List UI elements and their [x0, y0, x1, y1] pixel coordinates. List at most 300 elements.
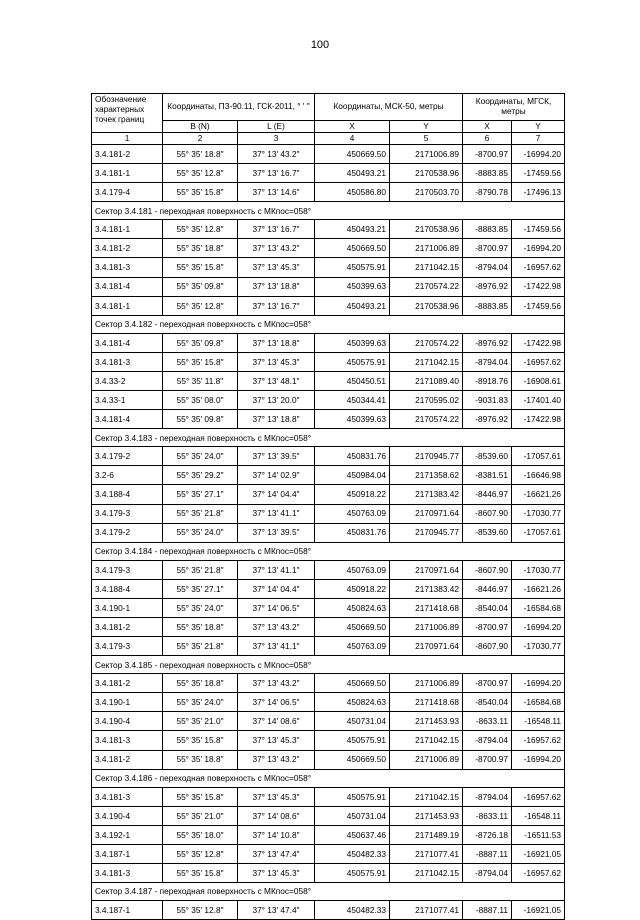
msk-y-cell: 2171042.15 [390, 352, 463, 371]
mgsk-y-cell: -17422.98 [512, 410, 565, 429]
msk-x-cell: 450731.04 [315, 806, 390, 825]
latitude-cell: 55° 35' 09.8" [163, 333, 238, 352]
mgsk-x-cell: -8883.85 [463, 220, 512, 239]
longitude-cell: 37° 13' 43.2" [238, 674, 315, 693]
msk-y-cell: 2170574.22 [390, 277, 463, 296]
mgsk-x-cell: -8539.60 [463, 447, 512, 466]
mgsk-y-cell: -16548.11 [512, 806, 565, 825]
section-title: Сектор 3.4.184 - переходная поверхность с МКпос=058° [92, 542, 565, 560]
point-id-cell: 3.4.181-1 [92, 220, 163, 239]
msk-y-cell: 2170503.70 [390, 183, 463, 202]
mgsk-x-cell: -8700.97 [463, 617, 512, 636]
mgsk-y-cell: -16511.53 [512, 825, 565, 844]
msk-x-cell: 450344.41 [315, 391, 390, 410]
mgsk-y-cell: -16994.20 [512, 674, 565, 693]
latitude-cell: 55° 35' 12.8" [163, 901, 238, 920]
msk-y-cell: 2171453.93 [390, 712, 463, 731]
mgsk-x-cell: -8446.97 [463, 485, 512, 504]
mgsk-y-cell: -16621.26 [512, 579, 565, 598]
mgsk-x-cell: -8633.11 [463, 712, 512, 731]
header-num: 3 [238, 133, 315, 145]
latitude-cell: 55° 35' 29.2" [163, 466, 238, 485]
mgsk-x-cell: -8700.97 [463, 145, 512, 164]
mgsk-y-cell: -16621.26 [512, 485, 565, 504]
table-row [92, 352, 565, 371]
header-sub-y-mgsk: Y [512, 121, 565, 133]
latitude-cell: 55° 35' 24.0" [163, 598, 238, 617]
table-row [92, 712, 565, 731]
header-num: 6 [463, 133, 512, 145]
header-pz90-group: Координаты, ПЗ-90.11, ГСК-2011, ° ' " [163, 94, 315, 121]
longitude-cell: 37° 14' 04.4" [238, 485, 315, 504]
page-number: 100 [310, 39, 330, 51]
header-mgsk-group: Координаты, МГСК, метры [463, 94, 565, 121]
mgsk-x-cell: -8540.04 [463, 598, 512, 617]
latitude-cell: 55° 35' 24.0" [163, 693, 238, 712]
msk-x-cell: 450918.22 [315, 579, 390, 598]
longitude-cell: 37° 14' 10.8" [238, 825, 315, 844]
table-row [92, 787, 565, 806]
msk-y-cell: 2171006.89 [390, 674, 463, 693]
point-id-cell: 3.4.181-3 [92, 731, 163, 750]
mgsk-y-cell: -17057.61 [512, 523, 565, 542]
table-row [92, 806, 565, 825]
point-id-cell: 3.4.190-1 [92, 598, 163, 617]
point-id-cell: 3.4.181-3 [92, 352, 163, 371]
msk-y-cell: 2171383.42 [390, 485, 463, 504]
mgsk-x-cell: -8700.97 [463, 750, 512, 769]
table-row [92, 560, 565, 579]
mgsk-y-cell: -17459.56 [512, 220, 565, 239]
section-title: Сектор 3.4.185 - переходная поверхность с МКпос=058° [92, 656, 565, 674]
point-id-cell: 3.2-6 [92, 466, 163, 485]
msk-y-cell: 2171042.15 [390, 731, 463, 750]
latitude-cell: 55° 35' 15.8" [163, 183, 238, 202]
latitude-cell: 55° 35' 18.8" [163, 617, 238, 636]
msk-x-cell: 450669.50 [315, 617, 390, 636]
msk-y-cell: 2171089.40 [390, 371, 463, 390]
mgsk-y-cell: -16957.62 [512, 864, 565, 883]
mgsk-y-cell: -16548.11 [512, 712, 565, 731]
latitude-cell: 55° 35' 27.1" [163, 485, 238, 504]
mgsk-y-cell: -17030.77 [512, 637, 565, 656]
table-row [92, 637, 565, 656]
point-id-cell: 3.4.181-4 [92, 333, 163, 352]
header-number-row [92, 133, 565, 145]
latitude-cell: 55° 35' 18.8" [163, 674, 238, 693]
mgsk-y-cell: -17030.77 [512, 504, 565, 523]
table-row [92, 277, 565, 296]
point-id-cell: 3.4.179-3 [92, 637, 163, 656]
point-id-cell: 3.4.187-1 [92, 901, 163, 920]
table-row [92, 410, 565, 429]
table-row [92, 371, 565, 390]
table-row [92, 825, 565, 844]
latitude-cell: 55° 35' 21.8" [163, 560, 238, 579]
longitude-cell: 37° 13' 43.2" [238, 145, 315, 164]
msk-y-cell: 2171358.62 [390, 466, 463, 485]
point-id-cell: 3.4.181-3 [92, 258, 163, 277]
msk-y-cell: 2170945.77 [390, 523, 463, 542]
header-row [92, 94, 565, 121]
longitude-cell: 37° 13' 16.7" [238, 296, 315, 315]
table-row [92, 864, 565, 883]
msk-y-cell: 2170574.22 [390, 333, 463, 352]
longitude-cell: 37° 14' 04.4" [238, 579, 315, 598]
longitude-cell: 37° 13' 18.8" [238, 333, 315, 352]
header-num: 4 [315, 133, 390, 145]
section-title: Сектор 3.4.187 - переходная поверхность с МКпос=058° [92, 883, 565, 901]
table-row [92, 391, 565, 410]
msk-x-cell: 450493.21 [315, 164, 390, 183]
mgsk-y-cell: -17496.13 [512, 183, 565, 202]
longitude-cell: 37° 13' 45.3" [238, 258, 315, 277]
section-header-row [92, 542, 565, 560]
latitude-cell: 55° 35' 24.0" [163, 447, 238, 466]
point-id-cell: 3.4.188-4 [92, 579, 163, 598]
latitude-cell: 55° 35' 24.0" [163, 523, 238, 542]
longitude-cell: 37° 13' 48.1" [238, 371, 315, 390]
longitude-cell: 37° 13' 18.8" [238, 410, 315, 429]
mgsk-x-cell: -8700.97 [463, 674, 512, 693]
point-id-cell: 3.4.190-4 [92, 806, 163, 825]
msk-x-cell: 450763.09 [315, 560, 390, 579]
longitude-cell: 37° 13' 45.3" [238, 787, 315, 806]
mgsk-x-cell: -8883.85 [463, 164, 512, 183]
table-row [92, 485, 565, 504]
msk-x-cell: 450493.21 [315, 220, 390, 239]
msk-y-cell: 2170595.02 [390, 391, 463, 410]
longitude-cell: 37° 14' 02.9" [238, 466, 315, 485]
latitude-cell: 55° 35' 12.8" [163, 164, 238, 183]
section-header-row [92, 883, 565, 901]
msk-x-cell: 450575.91 [315, 787, 390, 806]
latitude-cell: 55° 35' 21.0" [163, 712, 238, 731]
mgsk-x-cell: -8794.04 [463, 864, 512, 883]
msk-y-cell: 2171042.15 [390, 864, 463, 883]
msk-x-cell: 450763.09 [315, 637, 390, 656]
msk-y-cell: 2171006.89 [390, 239, 463, 258]
table-row [92, 145, 565, 164]
longitude-cell: 37° 13' 14.6" [238, 183, 315, 202]
msk-x-cell: 450731.04 [315, 712, 390, 731]
table-row [92, 844, 565, 863]
header-sub-y-msk: Y [390, 121, 463, 133]
header-num: 2 [163, 133, 238, 145]
header-msk50-group: Координаты, МСК-50, метры [315, 94, 463, 121]
table-row [92, 598, 565, 617]
table-row [92, 239, 565, 258]
point-id-cell: 3.4.179-2 [92, 447, 163, 466]
mgsk-y-cell: -16957.62 [512, 731, 565, 750]
mgsk-y-cell: -16646.98 [512, 466, 565, 485]
msk-x-cell: 450586.80 [315, 183, 390, 202]
mgsk-y-cell: -16994.20 [512, 617, 565, 636]
longitude-cell: 37° 13' 43.2" [238, 750, 315, 769]
header-subrow [92, 121, 565, 133]
msk-x-cell: 450482.33 [315, 844, 390, 863]
mgsk-y-cell: -17459.56 [512, 164, 565, 183]
longitude-cell: 37° 13' 18.8" [238, 277, 315, 296]
mgsk-x-cell: -8794.04 [463, 352, 512, 371]
point-id-cell: 3.4.187-1 [92, 844, 163, 863]
mgsk-y-cell: -16957.62 [512, 352, 565, 371]
table-row [92, 296, 565, 315]
msk-y-cell: 2171418.68 [390, 598, 463, 617]
table-row [92, 183, 565, 202]
msk-x-cell: 450831.76 [315, 523, 390, 542]
msk-y-cell: 2170945.77 [390, 447, 463, 466]
table-row [92, 579, 565, 598]
mgsk-y-cell: -17459.56 [512, 296, 565, 315]
msk-x-cell: 450669.50 [315, 239, 390, 258]
mgsk-y-cell: -17401.40 [512, 391, 565, 410]
table-row [92, 693, 565, 712]
mgsk-x-cell: -8976.92 [463, 410, 512, 429]
mgsk-x-cell: -8539.60 [463, 523, 512, 542]
longitude-cell: 37° 13' 41.1" [238, 504, 315, 523]
longitude-cell: 37° 13' 39.5" [238, 447, 315, 466]
point-id-cell: 3.4.181-3 [92, 787, 163, 806]
section-header-row [92, 429, 565, 447]
msk-x-cell: 450831.76 [315, 447, 390, 466]
msk-y-cell: 2171042.15 [390, 787, 463, 806]
point-id-cell: 3.4.190-4 [92, 712, 163, 731]
latitude-cell: 55° 35' 15.8" [163, 731, 238, 750]
latitude-cell: 55° 35' 18.8" [163, 239, 238, 258]
point-id-cell: 3.4.181-4 [92, 410, 163, 429]
longitude-cell: 37° 14' 06.5" [238, 693, 315, 712]
msk-x-cell: 450575.91 [315, 352, 390, 371]
mgsk-y-cell: -16994.20 [512, 750, 565, 769]
mgsk-y-cell: -16584.68 [512, 598, 565, 617]
table-row [92, 504, 565, 523]
longitude-cell: 37° 13' 20.0" [238, 391, 315, 410]
point-id-cell: 3.4.181-2 [92, 145, 163, 164]
latitude-cell: 55° 35' 27.1" [163, 579, 238, 598]
point-id-cell: 3.4.33-2 [92, 371, 163, 390]
longitude-cell: 37° 13' 16.7" [238, 220, 315, 239]
longitude-cell: 37° 13' 39.5" [238, 523, 315, 542]
header-sub-x-mgsk: X [463, 121, 512, 133]
longitude-cell: 37° 13' 43.2" [238, 617, 315, 636]
point-id-cell: 3.4.181-1 [92, 164, 163, 183]
msk-x-cell: 450575.91 [315, 864, 390, 883]
point-id-cell: 3.4.192-1 [92, 825, 163, 844]
msk-y-cell: 2170538.96 [390, 164, 463, 183]
msk-y-cell: 2171077.41 [390, 844, 463, 863]
mgsk-x-cell: -8607.90 [463, 504, 512, 523]
mgsk-y-cell: -16908.61 [512, 371, 565, 390]
msk-y-cell: 2170971.64 [390, 560, 463, 579]
longitude-cell: 37° 13' 45.3" [238, 352, 315, 371]
mgsk-y-cell: -17057.61 [512, 447, 565, 466]
latitude-cell: 55° 35' 12.8" [163, 844, 238, 863]
msk-y-cell: 2171489.19 [390, 825, 463, 844]
longitude-cell: 37° 13' 47.4" [238, 844, 315, 863]
header-sub-b: B (N) [163, 121, 238, 133]
table-row [92, 617, 565, 636]
latitude-cell: 55° 35' 21.8" [163, 504, 238, 523]
latitude-cell: 55° 35' 18.0" [163, 825, 238, 844]
mgsk-x-cell: -8794.04 [463, 731, 512, 750]
table-row [92, 258, 565, 277]
msk-x-cell: 450482.33 [315, 901, 390, 920]
latitude-cell: 55° 35' 21.8" [163, 637, 238, 656]
mgsk-x-cell: -8790.78 [463, 183, 512, 202]
mgsk-y-cell: -16584.68 [512, 693, 565, 712]
latitude-cell: 55° 35' 09.8" [163, 277, 238, 296]
msk-x-cell: 450575.91 [315, 258, 390, 277]
latitude-cell: 55° 35' 15.8" [163, 864, 238, 883]
section-title: Сектор 3.4.183 - переходная поверхность с МКпос=058° [92, 429, 565, 447]
mgsk-x-cell: -8976.92 [463, 333, 512, 352]
mgsk-y-cell: -17030.77 [512, 560, 565, 579]
section-title: Сектор 3.4.182 - переходная поверхность с МКпос=058° [92, 315, 565, 333]
mgsk-x-cell: -8381.51 [463, 466, 512, 485]
mgsk-y-cell: -16994.20 [512, 239, 565, 258]
point-id-cell: 3.4.181-3 [92, 864, 163, 883]
header-num: 7 [512, 133, 565, 145]
point-id-cell: 3.4.181-4 [92, 277, 163, 296]
latitude-cell: 55° 35' 18.8" [163, 750, 238, 769]
longitude-cell: 37° 13' 16.7" [238, 164, 315, 183]
latitude-cell: 55° 35' 11.8" [163, 371, 238, 390]
mgsk-x-cell: -8607.90 [463, 637, 512, 656]
msk-y-cell: 2171383.42 [390, 579, 463, 598]
mgsk-x-cell: -8887.11 [463, 901, 512, 920]
point-id-cell: 3.4.188-4 [92, 485, 163, 504]
msk-y-cell: 2170971.64 [390, 637, 463, 656]
table-row [92, 731, 565, 750]
header-num: 1 [92, 133, 163, 145]
section-title: Сектор 3.4.181 - переходная поверхность с МКпос=058° [92, 202, 565, 220]
table-row [92, 333, 565, 352]
longitude-cell: 37° 13' 43.2" [238, 239, 315, 258]
mgsk-x-cell: -8607.90 [463, 560, 512, 579]
latitude-cell: 55° 35' 15.8" [163, 787, 238, 806]
msk-x-cell: 450918.22 [315, 485, 390, 504]
mgsk-y-cell: -17422.98 [512, 333, 565, 352]
mgsk-x-cell: -8976.92 [463, 277, 512, 296]
header-sub-l: L (E) [238, 121, 315, 133]
header-num: 5 [390, 133, 463, 145]
latitude-cell: 55° 35' 15.8" [163, 352, 238, 371]
mgsk-x-cell: -8446.97 [463, 579, 512, 598]
msk-x-cell: 450824.63 [315, 693, 390, 712]
longitude-cell: 37° 13' 41.1" [238, 637, 315, 656]
table-row [92, 523, 565, 542]
point-id-cell: 3.4.190-1 [92, 693, 163, 712]
longitude-cell: 37° 14' 08.6" [238, 712, 315, 731]
mgsk-y-cell: -16957.62 [512, 258, 565, 277]
msk-y-cell: 2171453.93 [390, 806, 463, 825]
msk-y-cell: 2170971.64 [390, 504, 463, 523]
msk-y-cell: 2170574.22 [390, 410, 463, 429]
point-id-cell: 3.4.181-2 [92, 239, 163, 258]
msk-x-cell: 450669.50 [315, 674, 390, 693]
msk-y-cell: 2171006.89 [390, 145, 463, 164]
table-row [92, 674, 565, 693]
section-header-row [92, 656, 565, 674]
longitude-cell: 37° 13' 47.4" [238, 901, 315, 920]
header-sub-x-msk: X [315, 121, 390, 133]
mgsk-x-cell: -8700.97 [463, 239, 512, 258]
msk-y-cell: 2171418.68 [390, 693, 463, 712]
latitude-cell: 55° 35' 12.8" [163, 296, 238, 315]
mgsk-y-cell: -16957.62 [512, 787, 565, 806]
msk-x-cell: 450669.50 [315, 750, 390, 769]
section-header-row [92, 769, 565, 787]
point-id-cell: 3.4.181-2 [92, 750, 163, 769]
msk-x-cell: 450399.63 [315, 277, 390, 296]
msk-x-cell: 450824.63 [315, 598, 390, 617]
msk-x-cell: 450637.46 [315, 825, 390, 844]
longitude-cell: 37° 13' 45.3" [238, 731, 315, 750]
msk-x-cell: 450399.63 [315, 410, 390, 429]
longitude-cell: 37° 14' 06.5" [238, 598, 315, 617]
coordinates-table [91, 93, 565, 920]
point-id-cell: 3.4.179-3 [92, 560, 163, 579]
table-row [92, 447, 565, 466]
mgsk-y-cell: -16994.20 [512, 145, 565, 164]
point-id-cell: 3.4.181-1 [92, 296, 163, 315]
longitude-cell: 37° 13' 45.3" [238, 864, 315, 883]
table-row [92, 220, 565, 239]
section-title: Сектор 3.4.186 - переходная поверхность с МКпос=058° [92, 769, 565, 787]
mgsk-x-cell: -8883.85 [463, 296, 512, 315]
mgsk-x-cell: -8794.04 [463, 258, 512, 277]
msk-x-cell: 450984.04 [315, 466, 390, 485]
msk-x-cell: 450669.50 [315, 145, 390, 164]
mgsk-x-cell: -8887.11 [463, 844, 512, 863]
msk-x-cell: 450763.09 [315, 504, 390, 523]
latitude-cell: 55° 35' 15.8" [163, 258, 238, 277]
latitude-cell: 55° 35' 09.8" [163, 410, 238, 429]
point-id-cell: 3.4.181-2 [92, 617, 163, 636]
msk-x-cell: 450399.63 [315, 333, 390, 352]
longitude-cell: 37° 13' 41.1" [238, 560, 315, 579]
point-id-cell: 3.4.179-4 [92, 183, 163, 202]
msk-x-cell: 450493.21 [315, 296, 390, 315]
msk-y-cell: 2171006.89 [390, 617, 463, 636]
mgsk-y-cell: -16921.05 [512, 901, 565, 920]
point-id-cell: 3.4.33-1 [92, 391, 163, 410]
point-id-cell: 3.4.179-2 [92, 523, 163, 542]
longitude-cell: 37° 14' 08.6" [238, 806, 315, 825]
header-point-designation: Обозначение характерных точек границ [92, 94, 163, 133]
mgsk-y-cell: -16921.05 [512, 844, 565, 863]
msk-y-cell: 2171006.89 [390, 750, 463, 769]
mgsk-x-cell: -8726.18 [463, 825, 512, 844]
mgsk-x-cell: -8918.76 [463, 371, 512, 390]
latitude-cell: 55° 35' 21.0" [163, 806, 238, 825]
msk-x-cell: 450575.91 [315, 731, 390, 750]
section-header-row [92, 315, 565, 333]
point-id-cell: 3.4.181-2 [92, 674, 163, 693]
msk-y-cell: 2171042.15 [390, 258, 463, 277]
table-row [92, 901, 565, 920]
mgsk-x-cell: -9031.83 [463, 391, 512, 410]
latitude-cell: 55° 35' 08.0" [163, 391, 238, 410]
table-row [92, 750, 565, 769]
section-header-row [92, 202, 565, 220]
mgsk-x-cell: -8633.11 [463, 806, 512, 825]
msk-x-cell: 450450.51 [315, 371, 390, 390]
msk-y-cell: 2170538.96 [390, 220, 463, 239]
table-row [92, 466, 565, 485]
point-id-cell: 3.4.179-3 [92, 504, 163, 523]
